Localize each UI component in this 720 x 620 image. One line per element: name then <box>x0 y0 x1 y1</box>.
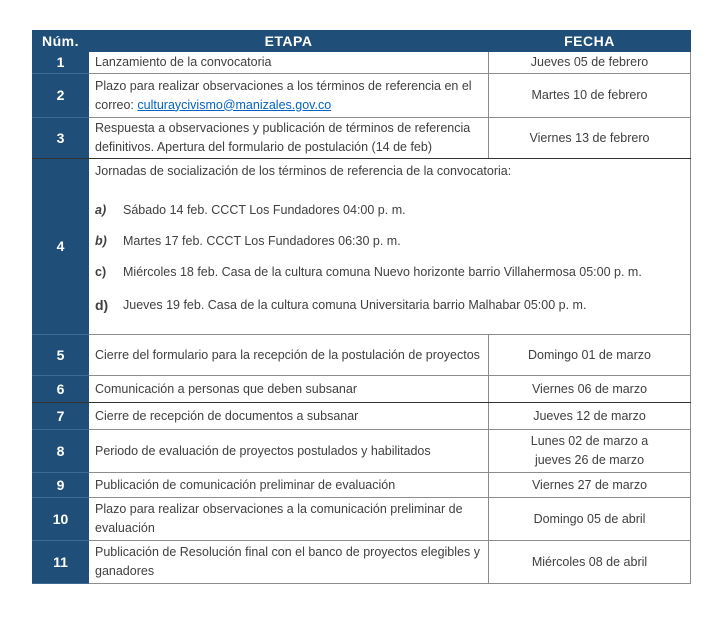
header-fecha: FECHA <box>489 31 691 52</box>
session-label: d) <box>95 297 109 313</box>
row-fecha: Martes 10 de febrero <box>489 74 691 118</box>
row-etapa: Publicación de comunicación preliminar de evaluación <box>89 473 489 498</box>
row-fecha: Jueves 12 de marzo <box>489 403 691 430</box>
row-fecha: Miércoles 08 de abril <box>489 541 691 584</box>
session-text: Martes 17 feb. CCCT Los Fundadores 06:30 p. m. <box>123 234 401 248</box>
row-number: 3 <box>33 118 89 159</box>
schedule-table <box>32 30 691 584</box>
session-label: a) <box>95 203 107 217</box>
row-fecha: Domingo 05 de abril <box>489 498 691 541</box>
row-fecha-line: Lunes 02 de marzo a <box>530 434 649 448</box>
session-item <box>95 263 684 282</box>
row-etapa-text: Jornadas de socialización de los términos de referencia de la convocatoria: <box>95 164 512 178</box>
session-text: Miércoles 18 feb. Casa de la cultura comuna Nuevo horizonte barrio Villahermosa 05:00 p. m. <box>123 265 642 279</box>
table-row <box>33 403 691 430</box>
header-num: Núm. <box>33 31 89 52</box>
header-row <box>33 31 691 52</box>
table-row <box>33 159 691 335</box>
row-fecha: Viernes 06 de marzo <box>489 376 691 403</box>
row-number: 2 <box>33 74 89 118</box>
row-etapa <box>89 159 691 335</box>
row-etapa: Cierre del formulario para la recepción de la postulación de proyectos <box>89 335 489 376</box>
row-number: 1 <box>33 52 89 74</box>
row-fecha-line: jueves 26 de marzo <box>534 453 645 467</box>
row-number: 11 <box>33 541 89 584</box>
row-fecha: Viernes 27 de marzo <box>489 473 691 498</box>
row-etapa <box>89 74 489 118</box>
row-etapa: Plazo para realizar observaciones a la comunicación preliminar de evaluación <box>89 498 489 541</box>
email-link[interactable]: culturaycivismo@manizales.gov.co <box>137 97 332 112</box>
row-fecha <box>489 430 691 473</box>
table-row <box>33 335 691 376</box>
row-etapa: Cierre de recepción de documentos a subsanar <box>89 403 489 430</box>
row-number: 8 <box>33 430 89 473</box>
row-number: 7 <box>33 403 89 430</box>
row-etapa: Comunicación a personas que deben subsanar <box>89 376 489 403</box>
table-row <box>33 118 691 159</box>
table-row <box>33 52 691 74</box>
row-etapa: Periodo de evaluación de proyectos postulados y habilitados <box>89 430 489 473</box>
table-row <box>33 376 691 403</box>
table-row <box>33 74 691 118</box>
session-item <box>95 201 684 220</box>
table-row <box>33 541 691 584</box>
row-fecha: Domingo 01 de marzo <box>489 335 691 376</box>
table-row <box>33 473 691 498</box>
session-label: c) <box>95 265 107 279</box>
session-item <box>95 232 684 251</box>
row-etapa: Lanzamiento de la convocatoria <box>89 52 489 74</box>
session-text: Jueves 19 feb. Casa de la cultura comuna Universitaria barrio Malhabar 05:00 p. m. <box>123 298 587 312</box>
row-fecha: Jueves 05 de febrero <box>489 52 691 74</box>
session-text: Sábado 14 feb. CCCT Los Fundadores 04:00 p. m. <box>123 203 406 217</box>
row-number: 5 <box>33 335 89 376</box>
header-etapa: ETAPA <box>89 31 489 52</box>
row-etapa: Publicación de Resolución final con el banco de proyectos elegibles y ganadores <box>89 541 489 584</box>
row-number: 6 <box>33 376 89 403</box>
table-row <box>33 498 691 541</box>
row-number: 10 <box>33 498 89 541</box>
row-fecha: Viernes 13 de febrero <box>489 118 691 159</box>
row-etapa-text: Plazo para realizar observaciones a los términos de referencia en el correo: <box>95 78 472 112</box>
session-label: b) <box>95 234 107 248</box>
table-row <box>33 430 691 473</box>
row-number: 9 <box>33 473 89 498</box>
row-etapa: Respuesta a observaciones y publicación de términos de referencia definitivos. Apertura del formulario de postulación (14 de feb) <box>89 118 489 159</box>
row-number: 4 <box>33 159 89 335</box>
session-item <box>95 296 684 315</box>
